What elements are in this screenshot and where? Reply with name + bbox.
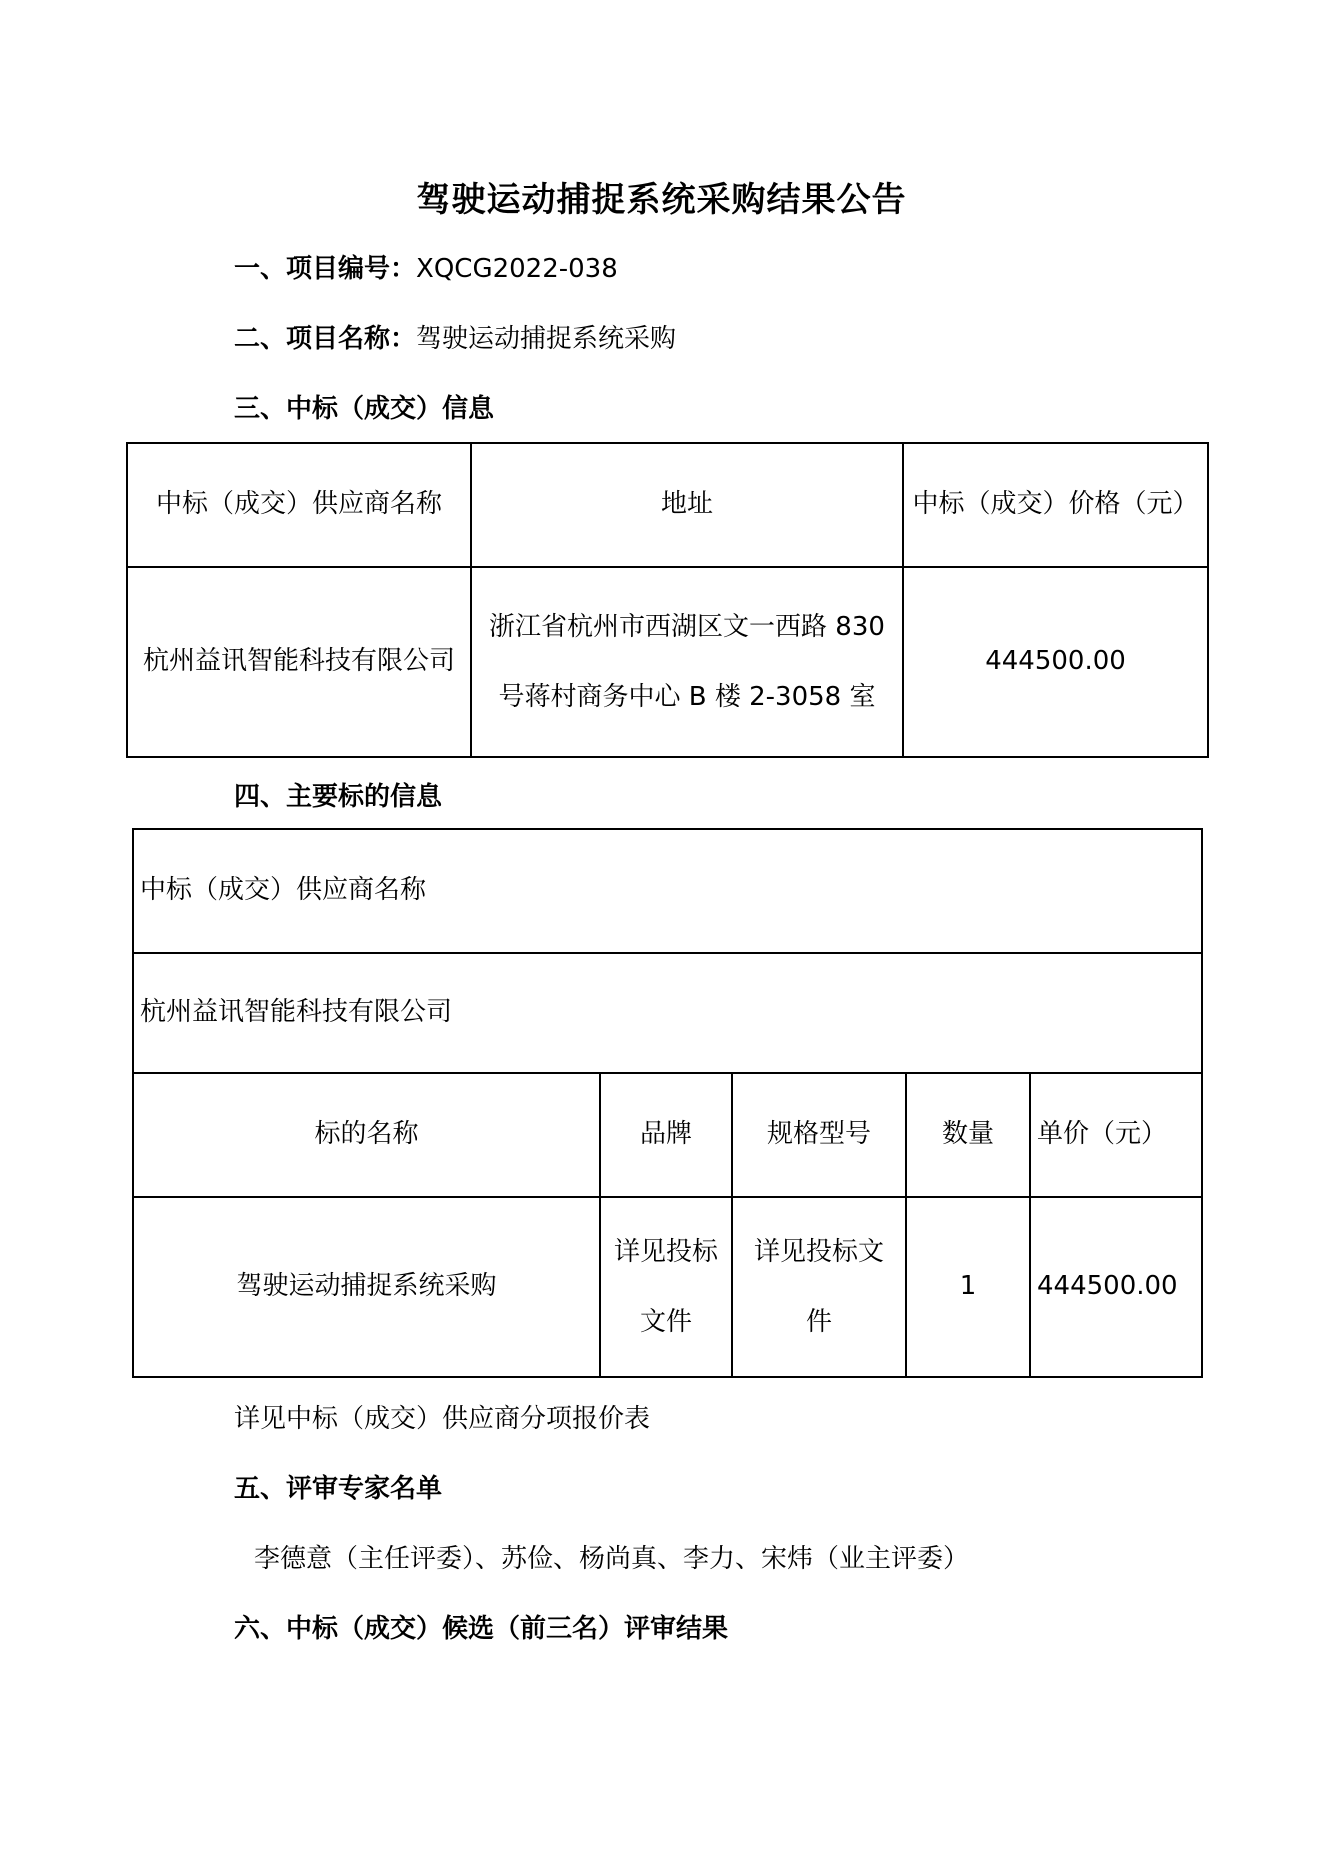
award-address-line2: 号蒋村商务中心 B 楼 2-3058 室 <box>498 682 876 712</box>
project-number-label: 一、项目编号： <box>234 254 417 284</box>
award-supplier-cell: 杭州益讯智能科技有限公司 <box>127 567 471 757</box>
price-list-note: 详见中标（成交）供应商分项报价表 <box>234 1404 651 1434</box>
award-address-line1: 浙江省杭州市西湖区文一西路 830 <box>489 612 885 642</box>
items-spec-line2: 件 <box>805 1307 832 1337</box>
section3-heading: 三、中标（成交）信息 <box>234 394 495 424</box>
award-price-cell: 444500.00 <box>903 567 1208 757</box>
items-header-spec: 规格型号 <box>732 1073 906 1197</box>
items-name-cell: 驾驶运动捕捉系统采购 <box>133 1197 600 1377</box>
items-supplier-header-row <box>133 829 1202 953</box>
project-name-line <box>234 318 676 355</box>
section6-heading: 六、中标（成交）候选（前三名）评审结果 <box>234 1614 729 1644</box>
main-items-table <box>132 828 1203 1378</box>
award-info-table <box>126 442 1209 758</box>
project-name-label: 二、项目名称： <box>234 324 417 354</box>
award-header-price: 中标（成交）价格（元） <box>903 443 1208 567</box>
items-header-brand: 品牌 <box>600 1073 732 1197</box>
items-spec-cell <box>732 1197 906 1377</box>
items-brand-line1: 详见投标 <box>613 1237 718 1267</box>
items-spec-line1: 详见投标文 <box>753 1237 884 1267</box>
project-name-value: 驾驶运动捕捉系统采购 <box>416 324 677 354</box>
items-supplier-value: 杭州益讯智能科技有限公司 <box>133 953 1202 1073</box>
expert-list: 李德意（主任评委）、苏俭、杨尚真、李力、宋炜（业主评委） <box>254 1544 970 1574</box>
items-header-name: 标的名称 <box>133 1073 600 1197</box>
award-header-address: 地址 <box>471 443 903 567</box>
items-brand-line2: 文件 <box>639 1307 692 1337</box>
section5-heading: 五、评审专家名单 <box>234 1474 443 1504</box>
award-data-row <box>127 567 1208 757</box>
items-supplier-value-row <box>133 953 1202 1073</box>
award-header-supplier: 中标（成交）供应商名称 <box>127 443 471 567</box>
items-header-row <box>133 1073 1202 1197</box>
items-brand-cell <box>600 1197 732 1377</box>
project-number-value: XQCG2022-038 <box>416 254 618 284</box>
items-supplier-header: 中标（成交）供应商名称 <box>133 829 1202 953</box>
award-address-cell <box>471 567 903 757</box>
project-number-line <box>234 248 618 285</box>
items-unit-price-cell: 444500.00 <box>1030 1197 1202 1377</box>
items-header-unit-price: 单价（元） <box>1030 1073 1202 1197</box>
award-header-row <box>127 443 1208 567</box>
section4-heading: 四、主要标的信息 <box>234 782 443 812</box>
items-qty-cell: 1 <box>906 1197 1030 1377</box>
items-header-qty: 数量 <box>906 1073 1030 1197</box>
page-title: 驾驶运动捕捉系统采购结果公告 <box>416 180 907 220</box>
items-data-row <box>133 1197 1202 1377</box>
